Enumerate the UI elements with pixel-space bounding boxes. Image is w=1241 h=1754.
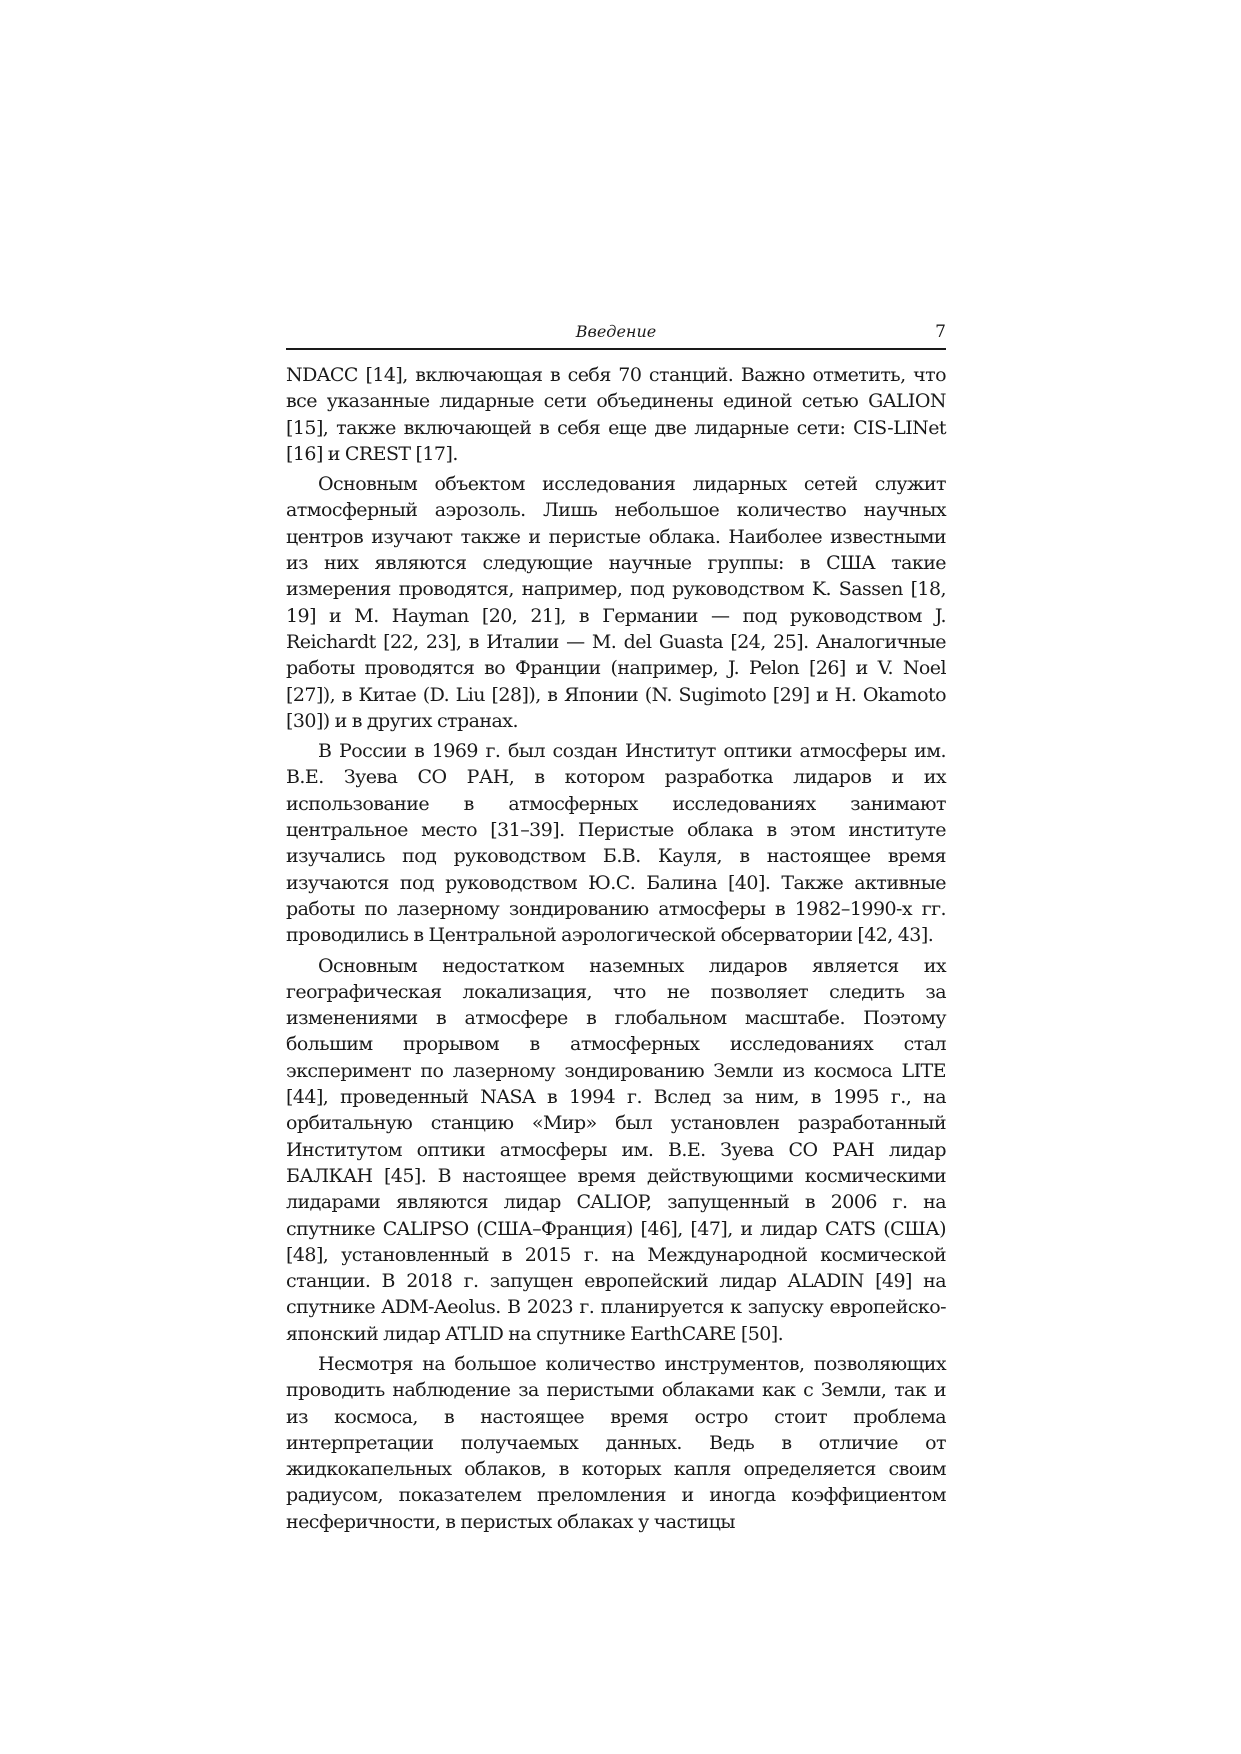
paragraph-3: В России в 1969 г. был создан Институт оптики атмосферы им. В.Е. Зуева СО РАН, в котором разработка лидаров и их использование в атмосферных исследованиях занимают центральное место [31–39]. Перистые облака в этом институте изучались под руководством Б.В. Кауля, в настоящее время изучаются под руководством Ю.С. Балина [40]. Также активные работы по лазерному зондированию атмосферы в 1982–1990-х гг. проводились в Центральной аэрологической обсерватории [42, 43]. <box>286 740 946 947</box>
body-text <box>286 362 946 1539</box>
paragraph-2: Основным объектом исследования лидарных сетей служит атмосферный аэрозоль. Лишь небольшое количество научных центров изучают также и перистые облака. Наиболее известными из них являются следующие научные группы: в США такие измерения проводятся, например, под руководством K. Sassen [18, 19] и M. Hayman [20, 21], в Германии — под руководством J. Reichardt [22, 23], в Италии — M. del Guasta [24, 25]. Аналогичные работы проводятся во Франции (например, J. Pelon [26] и V. Noel [27]), в Китае (D. Liu [28]), в Японии (N. Sugimoto [29] и H. Okamoto [30]) и в других странах. <box>286 473 946 732</box>
page-number: 7 <box>935 322 946 342</box>
running-head: Введение <box>575 322 657 341</box>
page-header <box>286 320 946 350</box>
paragraph-4: Основным недостатком наземных лидаров является их географическая локализация, что не позволяет следить за изменениями в атмосфере в глобальном масштабе. Поэтому большим прорывом в атмосферных исследованиях стал эксперимент по лазерному зондированию Земли из космоса LITE [44], проведенный NASA в 1994 г. Вслед за ним, в 1995 г., на орбитальную станцию «Мир» был установлен разработанный Институтом оптики атмосферы им. В.Е. Зуева СО РАН лидар БАЛКАН [45]. В настоящее время действующими космическими лидарами являются лидар CALIOP, запущенный в 2006 г. на спутнике CALIPSO (США–Франция) [46], [47], и лидар CATS (США) [48], установленный в 2015 г. на Международной космической станции. В 2018 г. запущен европейский лидар ALADIN [49] на спутнике ADM-Aeolus. В 2023 г. планируется к запуску европейско-японский лидар ATLID на спутнике EarthCARE [50]. <box>286 954 946 1345</box>
paragraph-1: NDACC [14], включающая в себя 70 станций. Важно отметить, что все указанные лидарные сети объединены единой сетью GALION [15], также включающей в себя еще две лидарные сети: CIS-LINet [16] и CREST [17]. <box>286 364 946 465</box>
paragraph-5: Несмотря на большое количество инструментов, позволяющих проводить наблюдение за перистыми облаками как с Земли, так и из космоса, в настоящее время остро стоит проблема интерпретации получаемых данных. Ведь в отличие от жидкокапельных облаков, в которых капля определяется своим радиусом, показателем преломления и иногда коэффициентом несферичности, в перистых облаках у частицы <box>286 1352 946 1533</box>
